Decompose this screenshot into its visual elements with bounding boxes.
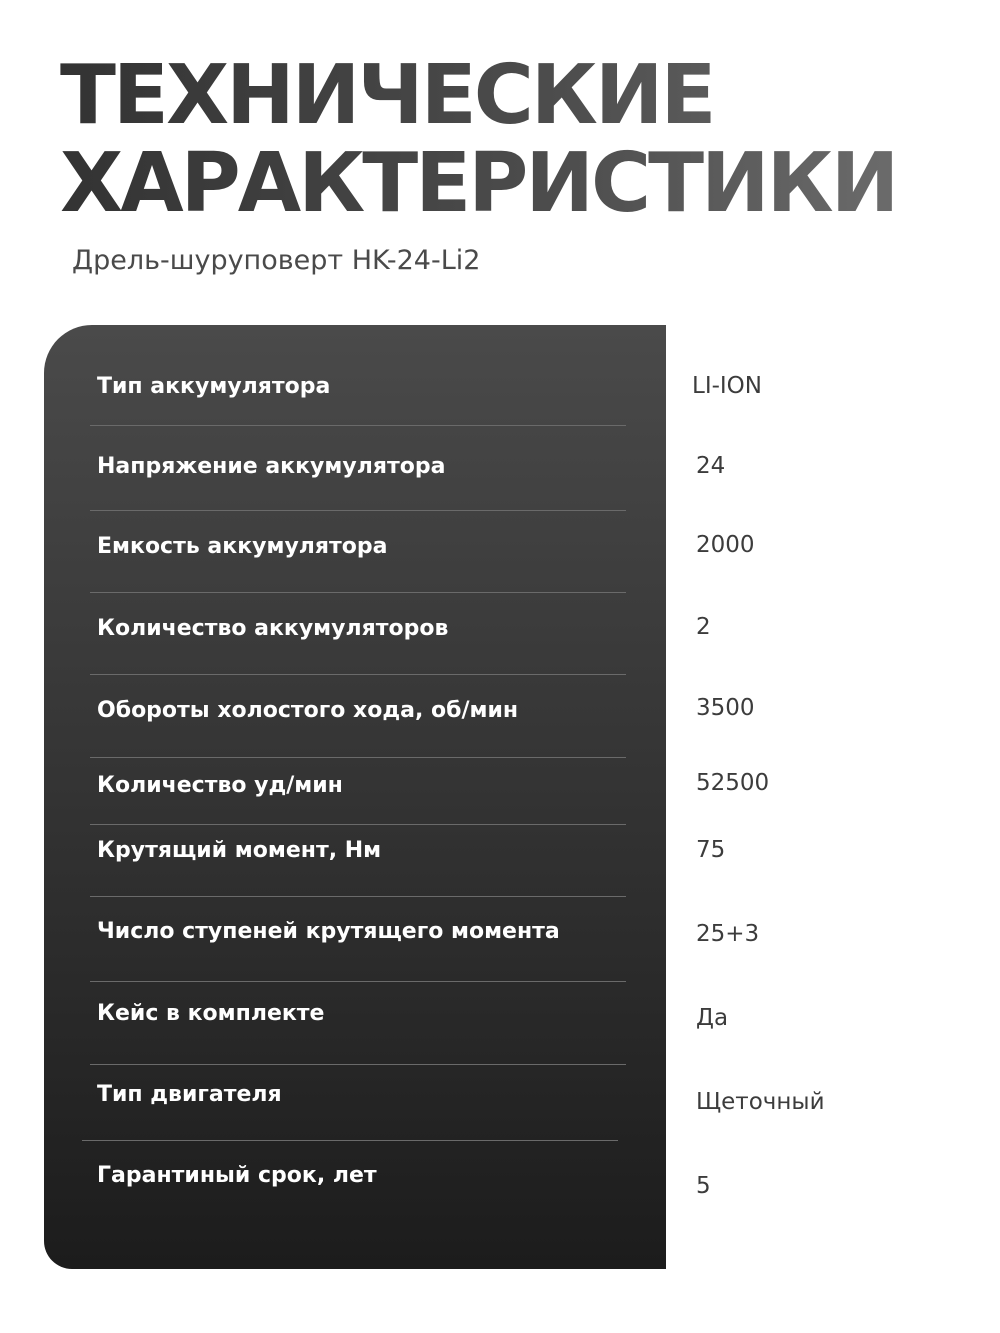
spec-value-idle-speed: 3500 <box>696 695 755 721</box>
spec-value-warranty: 5 <box>696 1173 711 1199</box>
spec-label-torque-steps: Число ступеней крутящего момента <box>97 919 560 944</box>
spec-divider <box>90 824 626 825</box>
spec-label-impact-rate: Количество уд/мин <box>97 773 343 798</box>
spec-label-warranty: Гарантиный срок, лет <box>97 1163 377 1188</box>
spec-divider <box>90 592 626 593</box>
spec-label-battery-voltage: Напряжение аккумулятора <box>97 454 446 479</box>
spec-label-idle-speed: Обороты холостого хода, об/мин <box>97 698 519 723</box>
spec-value-torque-steps: 25+3 <box>696 921 760 947</box>
spec-divider <box>90 510 626 511</box>
spec-divider <box>90 896 626 897</box>
spec-value-battery-voltage: 24 <box>696 453 726 479</box>
product-name: Дрель-шуруповерт HK-24-Li2 <box>72 245 481 276</box>
page-title-line-1: ТЕХНИЧЕСКИЕ <box>60 48 714 143</box>
spec-label-motor-type: Тип двигателя <box>97 1082 282 1107</box>
spec-value-torque: 75 <box>696 837 726 863</box>
page-title <box>60 48 897 231</box>
spec-value-impact-rate: 52500 <box>696 770 770 796</box>
spec-value-battery-type: LI-ION <box>692 373 762 399</box>
spec-divider <box>90 981 626 982</box>
spec-value-battery-capacity: 2000 <box>696 532 755 558</box>
spec-divider <box>82 1140 618 1141</box>
spec-label-case-included: Кейс в комплекте <box>97 1001 325 1026</box>
spec-divider <box>90 757 626 758</box>
page-title-line-2: ХАРАКТЕРИСТИКИ <box>60 136 897 231</box>
spec-value-motor-type: Щеточный <box>696 1089 825 1115</box>
spec-divider <box>90 674 626 675</box>
spec-label-battery-count: Количество аккумуляторов <box>97 616 449 641</box>
spec-label-battery-capacity: Емкость аккумулятора <box>97 534 388 559</box>
spec-divider <box>90 1064 626 1065</box>
spec-label-torque: Крутящий момент, Нм <box>97 838 382 863</box>
spec-value-battery-count: 2 <box>696 614 711 640</box>
spec-label-battery-type: Тип аккумулятора <box>97 374 331 399</box>
spec-divider <box>90 425 626 426</box>
spec-value-case-included: Да <box>696 1005 729 1031</box>
